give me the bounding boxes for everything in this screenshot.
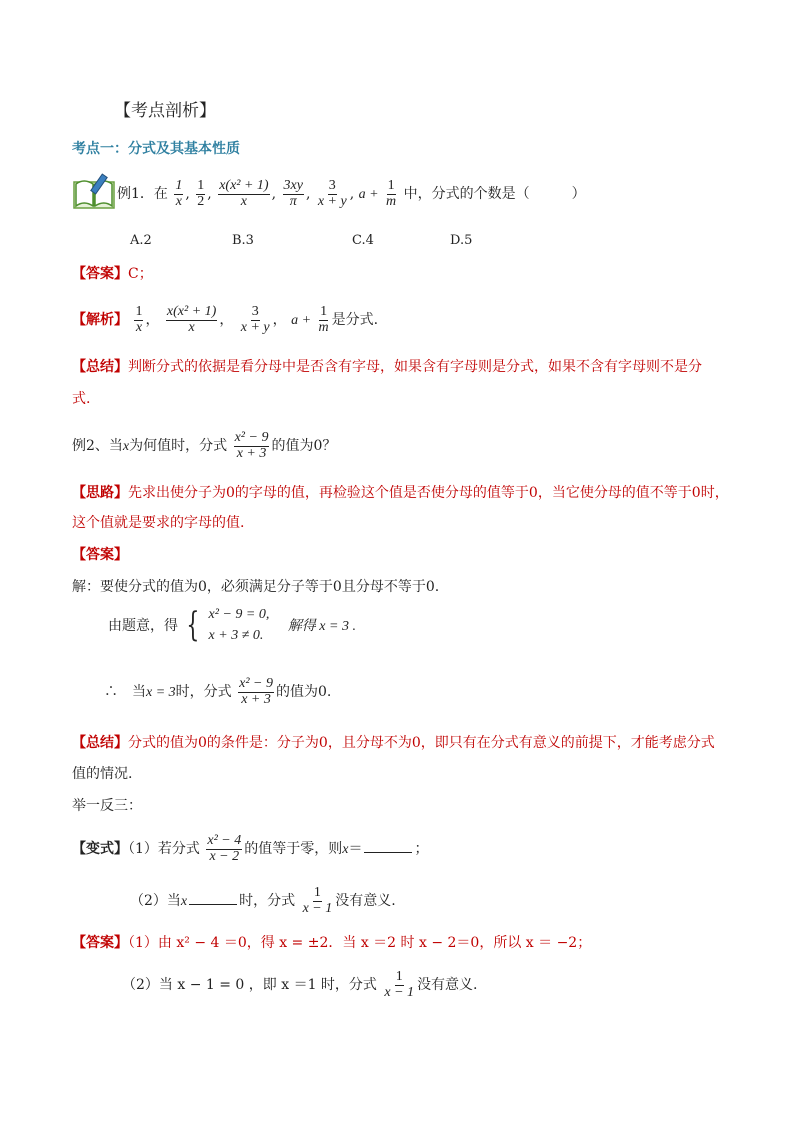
answer-tag: 【答案】: [72, 266, 128, 282]
approach-text: 先求出使分子为0的字母的值，再检验这个值是否使分母的值等于0，当它使分母的值不等于0时，: [128, 485, 729, 501]
brace-icon: {: [186, 605, 200, 645]
answer-2-conclusion: ∴ 当x = 3时，分式 $\frac{\text{x² − 9}}{x + 3}$ 的值为0.: [104, 675, 332, 707]
fraction: $\frac{\text{x² − 9}}{x + 3}$: [239, 675, 273, 707]
fraction: $\frac{1}{x - 1}$: [384, 968, 415, 1000]
answer-blank: [189, 892, 237, 905]
fraction: $\frac{\text{x(x² + 1)}}{x}$: [219, 177, 269, 209]
answer-3: [72, 932, 591, 952]
answer-1: [72, 263, 153, 283]
example-1-label: 例1．在: [117, 186, 168, 202]
section-heading: 【考点剖析】: [114, 101, 216, 121]
answer-tag: 【答案】: [72, 935, 128, 951]
example-1-question: 中，分式的个数是（ ）: [403, 186, 586, 202]
approach-tag: 【思路】: [72, 485, 128, 501]
topic-title: 考点一：分式及其基本性质: [72, 141, 240, 157]
answer-3-line2: （2）当 x − 1 = 0 ，即 x ＝1 时，分式 $\frac{1}{x - 1}$ 没有意义.: [122, 968, 478, 1000]
practice-heading: 举一反三：: [72, 798, 142, 814]
summary-1: [72, 356, 702, 376]
variant-q1: 【变式】（1）若分式 $\frac{\text{x² − 4}}{x - 2}$ 的值等于零，则x＝ ；: [72, 832, 429, 864]
variant-q2: （2）当x 时，分式 $\frac{1}{x - 1}$ 没有意义.: [130, 884, 396, 916]
option-c: C.4: [352, 233, 374, 248]
summary-2-line2: 值的情况.: [72, 766, 133, 782]
fraction: $\frac{1}{2}$: [197, 177, 205, 209]
example-1: 例1．在 $\frac{1}{x}$ , $\frac{1}{2}$ , $\frac{\text{x(x² + 1)}}{x}$ , $\frac{3xy}{\pi}$ , $\frac{3}{x + y}$ , a + $\frac{1}{m}$ 中，分式的个数是（ ）: [117, 177, 586, 209]
fraction: $\frac{1}{x - 1}$: [302, 884, 333, 916]
answer-2-line1: 解：要使分式的值为0，必须满足分子等于0且分母不等于0.: [72, 579, 440, 595]
fraction: $\frac{1}{x}$: [135, 303, 143, 335]
summary-2: [72, 732, 715, 752]
fraction: $\frac{\text{x² − 4}}{x - 2}$: [207, 832, 242, 864]
summary-text: 判断分式的依据是看分母中是否含有字母，如果含有字母则是分式，如果不含有字母则不是分: [128, 359, 702, 375]
fraction: $\frac{3}{x + y}$: [240, 303, 270, 335]
answer-blank: [364, 840, 412, 853]
summary-tag: 【总结】: [72, 359, 128, 375]
analysis-tag: 【解析】: [72, 312, 128, 328]
answer-2-system: 由题意，得 { x² − 9 = 0, x + 3 ≠ 0. 解得 x = 3 .: [108, 605, 356, 645]
equation-system: x² − 9 = 0, x + 3 ≠ 0.: [208, 607, 270, 643]
answer-text: （1）由 x² − 4 ＝0，得 x = ±2．当 x ＝2 时 x − 2＝0，所以 x ＝ −2；: [128, 935, 592, 951]
summary-text: 分式的值为0的条件是：分子为0，且分母不为0，即只有在分式有意义的前提下，才能考虑分式: [128, 735, 715, 751]
option-a: A.2: [130, 233, 152, 248]
option-b: B.3: [232, 233, 254, 248]
fraction: $\frac{3xy}{\pi}$: [283, 177, 303, 209]
answer-2-tag: 【答案】: [72, 547, 128, 563]
fraction: $\frac{1}{x}$: [175, 177, 183, 209]
fraction: $\frac{1}{m}$: [386, 177, 397, 209]
option-d: D.5: [450, 233, 473, 248]
variant-tag: 【变式】: [72, 841, 128, 857]
fraction: $\frac{1}{m}$: [318, 303, 329, 335]
approach: [72, 482, 729, 502]
example-2: 例2、当x为何值时，分式 $\frac{\text{x² − 9}}{x + 3}$ 的值为0？: [72, 429, 337, 461]
summary-tag: 【总结】: [72, 735, 128, 751]
fraction: $\frac{\text{x(x² + 1)}}{x}$: [166, 303, 217, 335]
fraction: $\frac{3}{x + y}$: [317, 177, 347, 209]
summary-1-line2: 式.: [72, 391, 91, 407]
analysis: 【解析】 $\frac{1}{x}$ ， $\frac{\text{x(x² + 1)}}{x}$ ， $\frac{3}{x + y}$ ， a + $\frac{1}{m}$ 是分式.: [72, 303, 379, 335]
fraction: $\frac{\text{x² − 9}}{x + 3}$: [234, 429, 269, 461]
approach-line2: 这个值就是要求的字母的值.: [72, 515, 245, 531]
answer-text: C；: [128, 266, 153, 282]
book-icon: [72, 172, 116, 214]
